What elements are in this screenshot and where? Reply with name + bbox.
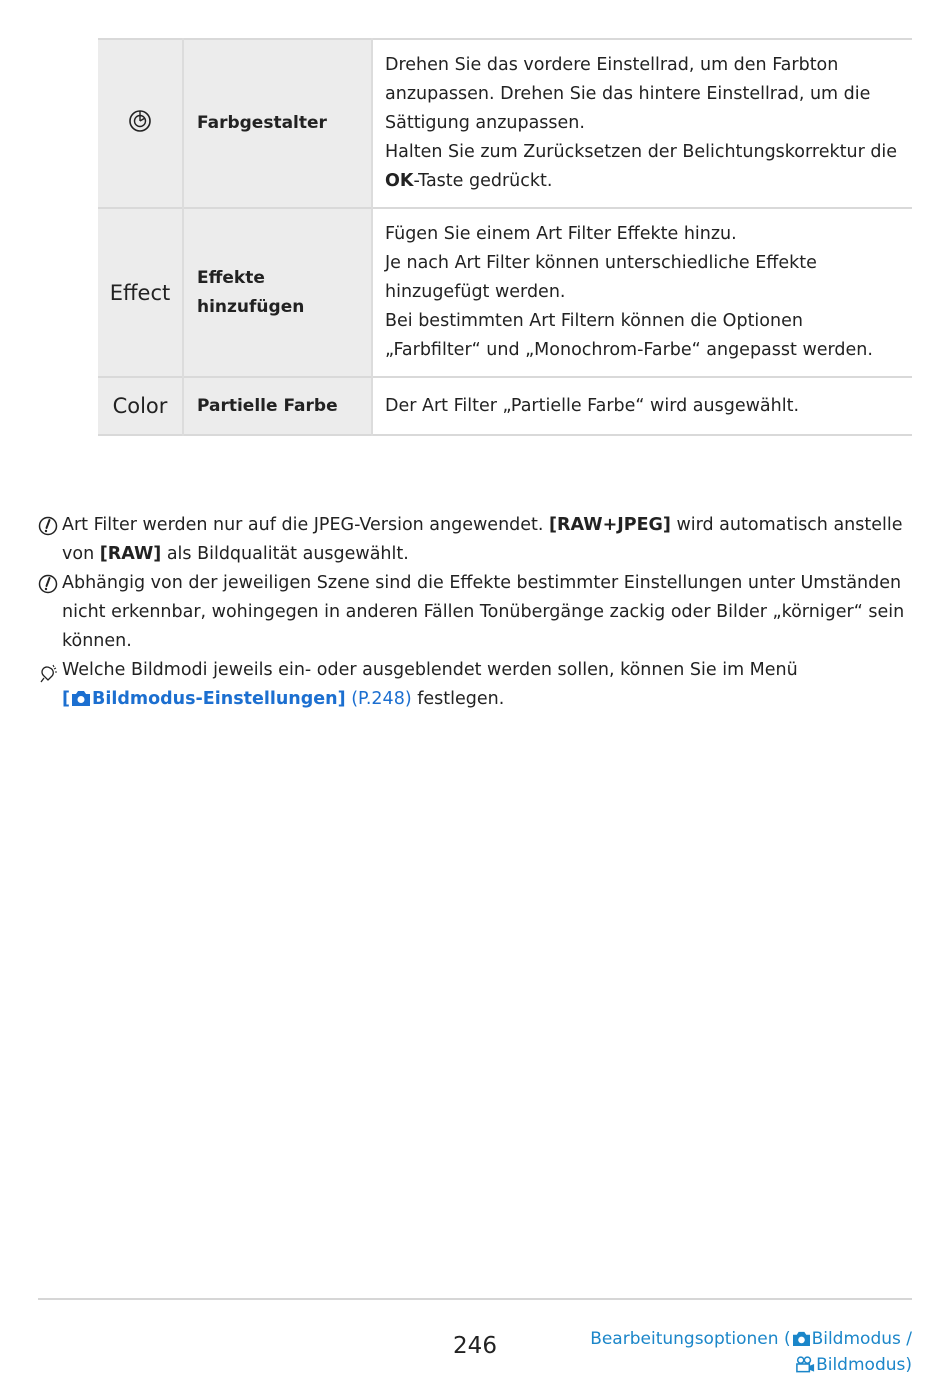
description-line: Bei bestimmten Art Filtern können die Optionen „Farbfilter“ und „Monochrom-Farbe“ angepasst werden.: [385, 311, 873, 360]
description-text: -Taste gedrückt.: [413, 171, 553, 191]
caution-icon: [38, 516, 58, 536]
raw-option: [RAW]: [99, 544, 162, 564]
tip-note: [38, 656, 918, 714]
description-text: Halten Sie zum Zurücksetzen der Belichtungskorrektur die: [385, 142, 898, 162]
option-name: Farbgestalter: [183, 39, 372, 208]
section-link-line: [590, 1326, 912, 1352]
bildmodus-settings-link[interactable]: [62, 689, 346, 709]
caution-note: [38, 569, 918, 656]
effect-label-cell: [98, 208, 183, 377]
page-reference-link[interactable]: (P.248): [351, 689, 412, 709]
bracket: [: [62, 689, 70, 709]
note-text: wird automatisch anstelle von: [62, 515, 903, 564]
effect-label: Effect: [109, 280, 171, 305]
caution-note: [38, 511, 918, 569]
section-link[interactable]: [590, 1326, 912, 1378]
link-label: Bildmodus-Einstellungen]: [92, 689, 346, 709]
description-line: Drehen Sie das vordere Einstellrad, um den Farbton anzupassen. Drehen Sie das hintere Einstellrad, um die Sättigung anzupassen.: [385, 55, 871, 133]
ok-button-label: OK: [385, 171, 414, 191]
color-creator-dial-icon: [128, 109, 152, 133]
table-row: [98, 208, 912, 377]
section-link-line: [590, 1352, 912, 1378]
camera-icon: [70, 689, 92, 707]
tip-icon: [38, 664, 58, 684]
option-name: Partielle Farbe: [183, 377, 372, 435]
description-line: Fügen Sie einem Art Filter Effekte hinzu.: [385, 224, 737, 244]
caution-icon: [38, 574, 58, 594]
footer-divider: [38, 1298, 912, 1300]
note-text: als Bildqualität ausgewählt.: [161, 544, 409, 564]
movie-camera-icon: [795, 1355, 816, 1373]
options-table: [98, 38, 912, 436]
camera-icon: [791, 1330, 812, 1347]
table-row: [98, 377, 912, 435]
link-text: Bildmodus): [816, 1355, 912, 1375]
description-line: Der Art Filter „Partielle Farbe“ wird ausgewählt.: [385, 395, 800, 416]
option-description: [372, 39, 912, 208]
note-text: Abhängig von der jeweiligen Szene sind die Effekte bestimmter Einstellungen unter Umständen nicht erkennbar, wohingegen in anderen Fällen Tonübergänge zackig oder Bilder „körniger“ sein können.: [62, 573, 905, 651]
table-row: [98, 39, 912, 208]
raw-jpeg-option: [RAW+JPEG]: [549, 515, 671, 535]
link-text: Bearbeitungsoptionen (: [590, 1329, 791, 1349]
note-text: festlegen.: [411, 689, 505, 709]
option-description: [372, 208, 912, 377]
option-name: Effekte hinzufügen: [183, 208, 372, 377]
color-label-cell: [98, 377, 183, 435]
notes-section: [38, 511, 918, 714]
note-text: Welche Bildmodi jeweils ein- oder ausgeblendet werden sollen, können Sie im Menü: [62, 660, 798, 680]
note-text: Art Filter werden nur auf die JPEG-Version angewendet.: [62, 515, 550, 535]
description-line: Je nach Art Filter können unterschiedliche Effekte hinzugefügt werden.: [385, 253, 817, 302]
color-creator-icon-cell: [98, 39, 183, 208]
option-description: [372, 377, 912, 435]
link-text: Bildmodus /: [811, 1329, 912, 1349]
color-label: Color: [112, 394, 168, 418]
description-line: [385, 142, 897, 191]
page-number: 246: [453, 1333, 497, 1359]
